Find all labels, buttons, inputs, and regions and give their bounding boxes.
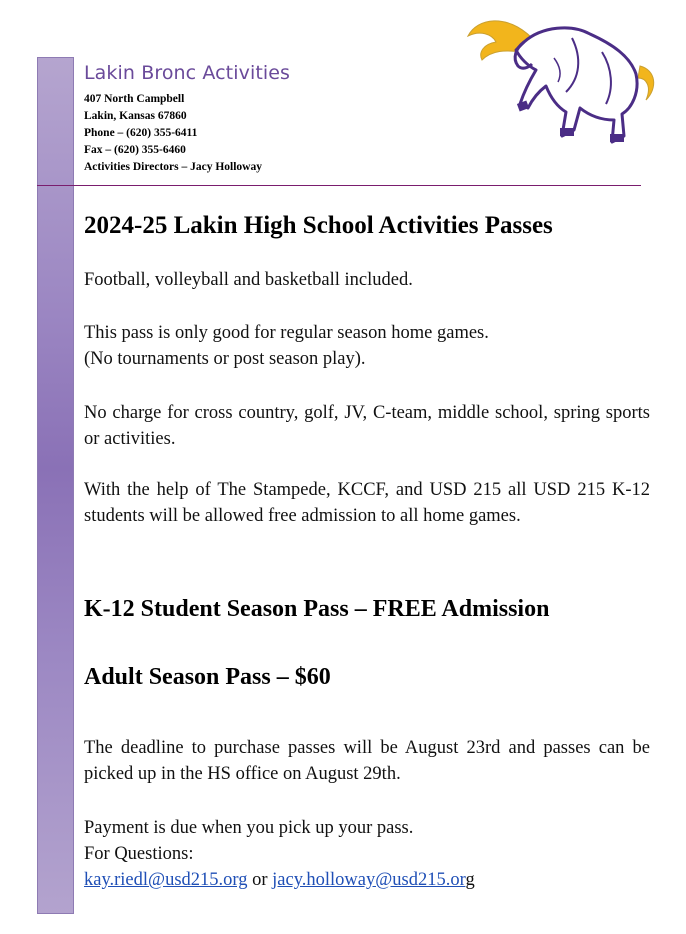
email-line xyxy=(84,867,650,893)
fax-line: Fax – (620) 355-6460 xyxy=(84,144,186,156)
pass-validity-line-2: (No tournaments or post season play). xyxy=(84,349,366,369)
email-link-kay[interactable]: kay.riedl@usd215.org xyxy=(84,870,248,890)
city-line: Lakin, Kansas 67860 xyxy=(84,110,187,122)
address-line: 407 North Campbell xyxy=(84,93,185,105)
bronco-horse-logo-icon xyxy=(462,8,658,148)
free-admission-text: With the help of The Stampede, KCCF, and USD 215 all USD 215 K-12 students will be allowed free admission to all home games. xyxy=(84,480,650,526)
payment-contact-text xyxy=(84,815,650,893)
header-divider xyxy=(37,185,641,186)
page-title: 2024-25 Lakin High School Activities Passes xyxy=(84,212,553,239)
or-text: or xyxy=(247,870,273,890)
org-name: Lakin Bronc Activities xyxy=(84,62,291,84)
student-pass-heading: K-12 Student Season Pass – FREE Admission xyxy=(84,596,550,622)
phone-line: Phone – (620) 355-6411 xyxy=(84,127,198,139)
pass-validity-line-1: This pass is only good for regular season home games. xyxy=(84,323,489,343)
no-charge-text: No charge for cross country, golf, JV, C-team, middle school, spring sports or activities. xyxy=(84,403,650,449)
questions-label: For Questions: xyxy=(84,844,194,864)
director-line: Activities Directors – Jacy Holloway xyxy=(84,161,262,173)
contact-block xyxy=(84,91,262,176)
payment-line: Payment is due when you pick up your pass. xyxy=(84,818,414,838)
email-tail-text: g xyxy=(465,870,475,890)
included-sports-text: Football, volleyball and basketball included. xyxy=(84,270,413,290)
pass-validity-text xyxy=(84,320,650,372)
deadline-text: The deadline to purchase passes will be August 23rd and passes can be picked up in the HS office on August 29th. xyxy=(84,738,650,784)
adult-pass-heading: Adult Season Pass – $60 xyxy=(84,664,331,690)
email-link-jacy[interactable]: jacy.holloway@usd215.or xyxy=(272,870,466,890)
